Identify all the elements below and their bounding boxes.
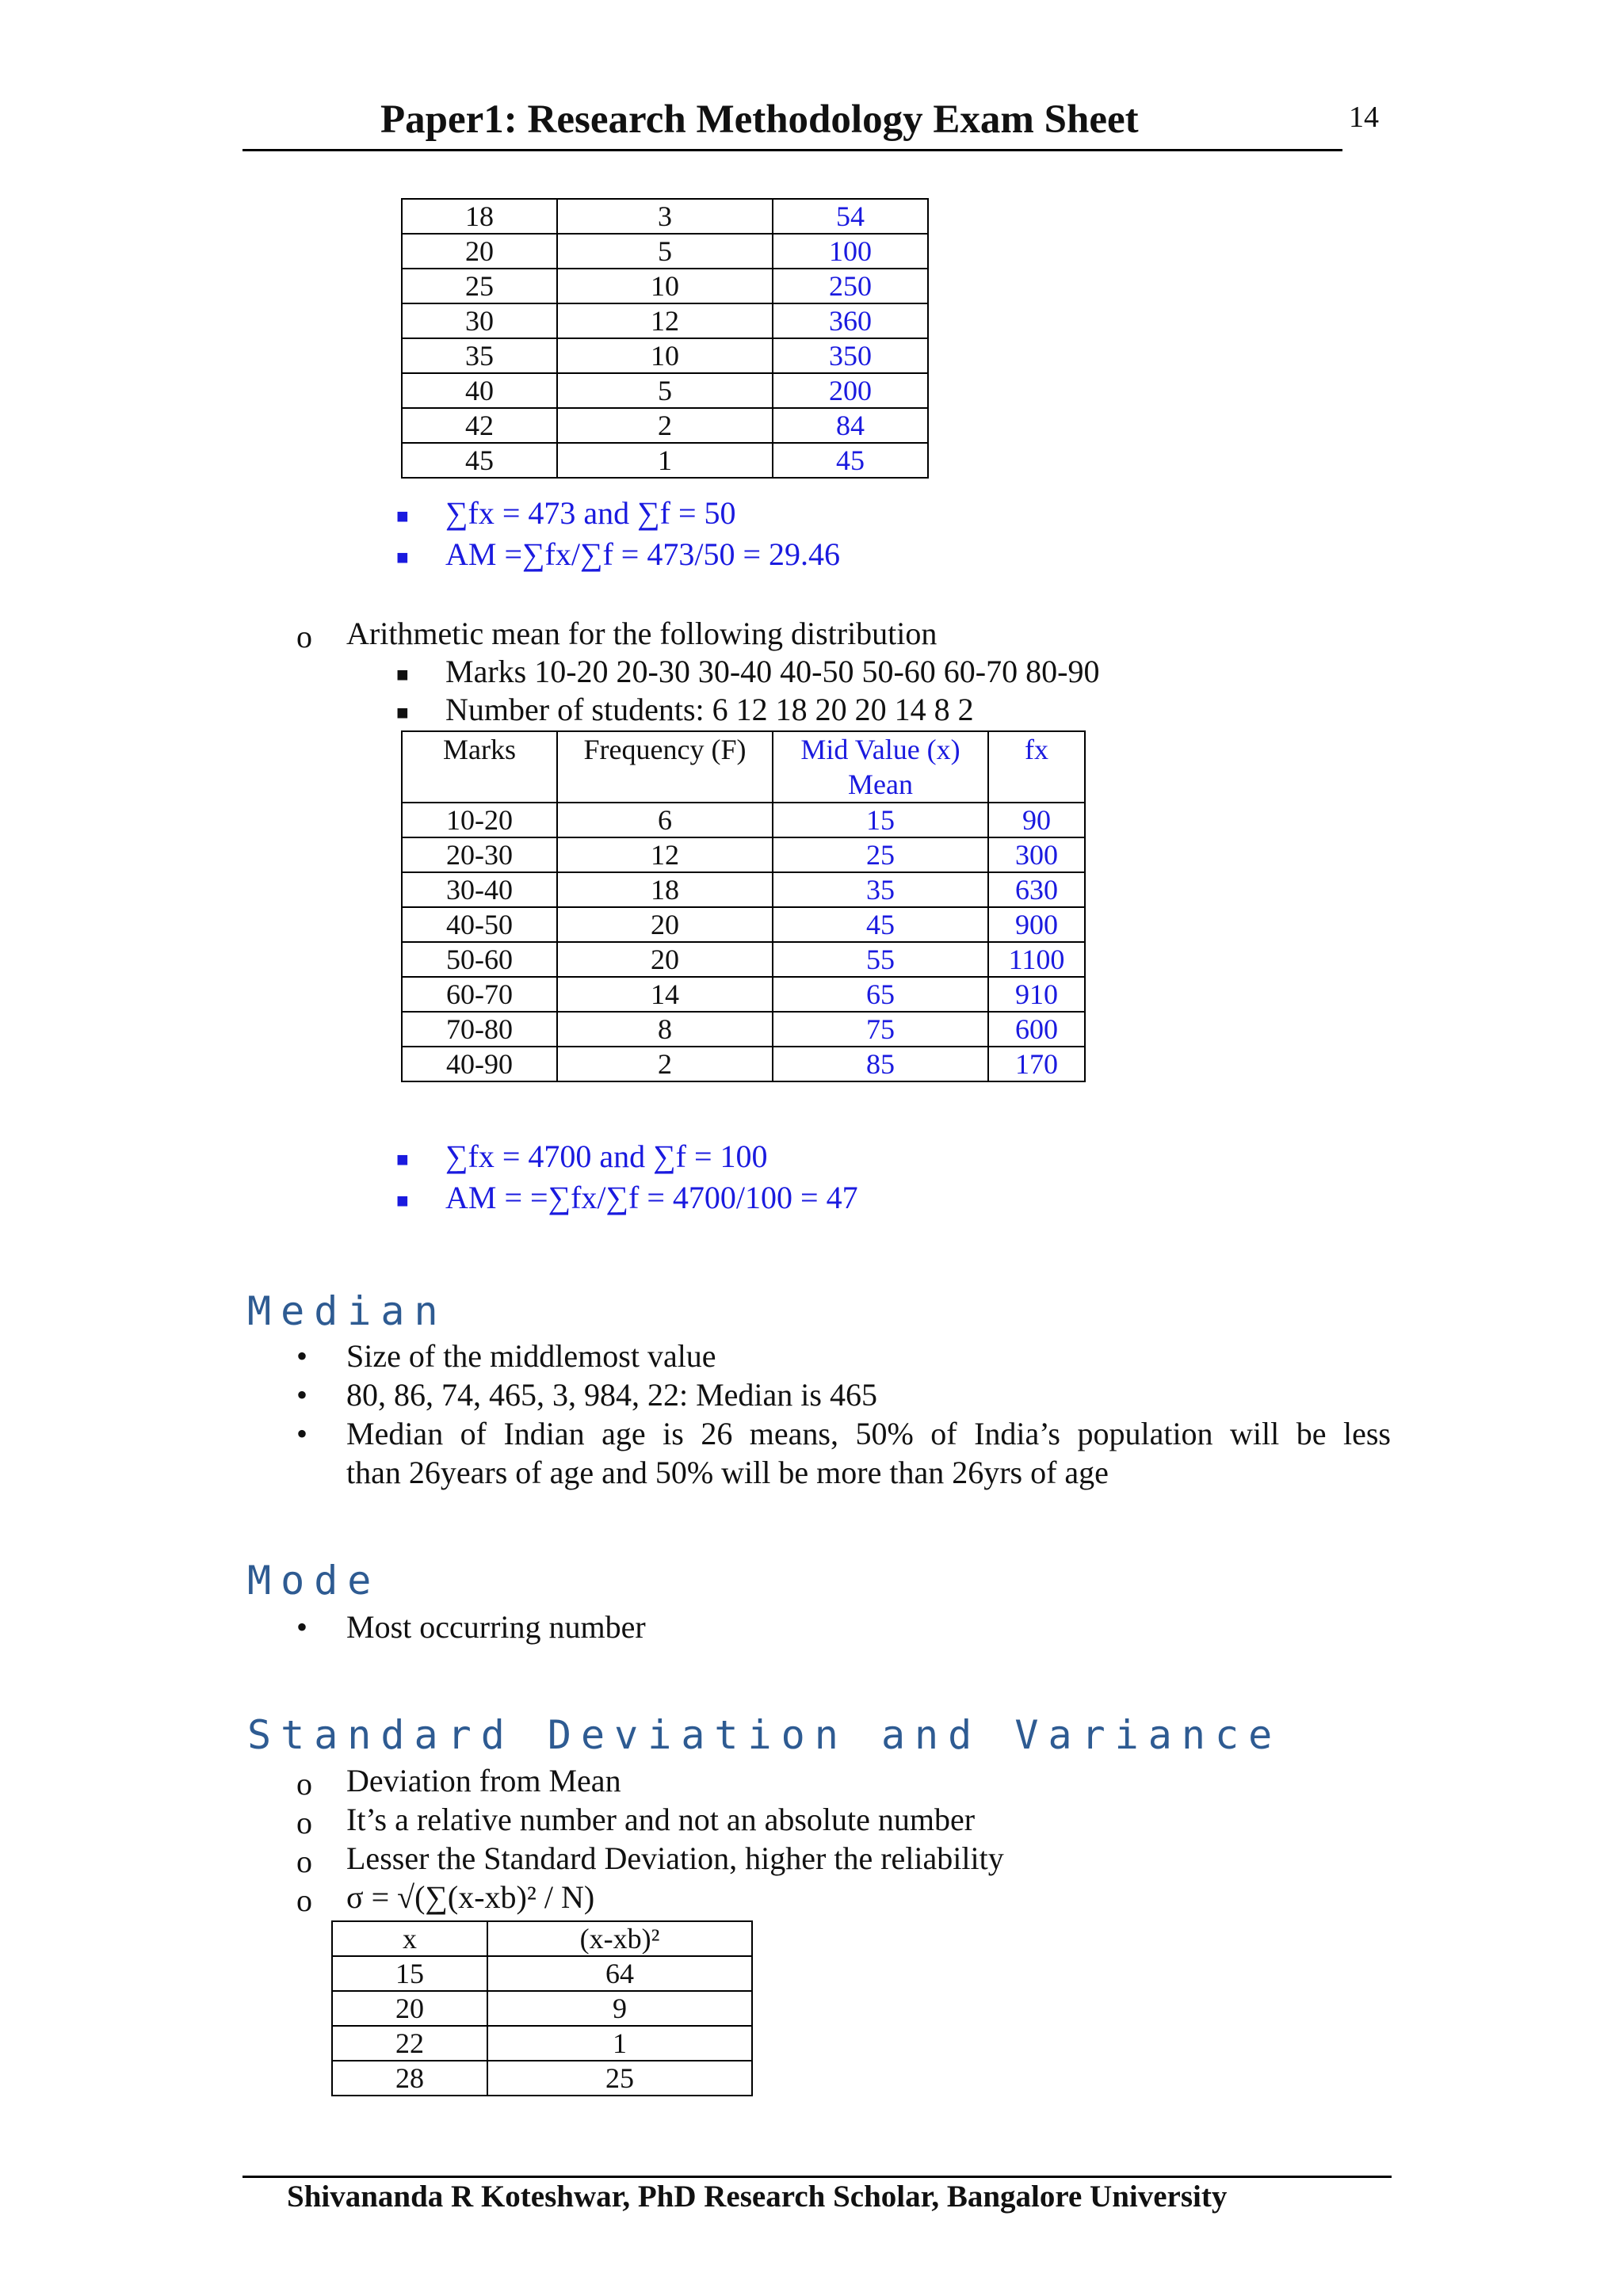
median-heading: Median <box>247 1288 448 1334</box>
table-row <box>402 408 928 443</box>
table-cell: 910 <box>988 977 1085 1012</box>
mode-heading: Mode <box>247 1558 381 1604</box>
square-bullet: ■ <box>396 546 409 569</box>
deviation-table <box>331 1920 753 2096</box>
table-cell: 900 <box>988 907 1085 942</box>
table-row <box>402 338 928 373</box>
table-cell: 90 <box>988 803 1085 837</box>
table-cell: 20-30 <box>402 837 557 872</box>
header-mid-value-label: Mid Value (x) <box>800 734 960 765</box>
circle-bullet: o <box>296 1766 312 1802</box>
table-row <box>402 1047 1085 1081</box>
table-cell: 45 <box>773 443 928 478</box>
table-row <box>332 2026 752 2061</box>
table-cell: 300 <box>988 837 1085 872</box>
table-cell: 14 <box>557 977 773 1012</box>
table-row <box>332 1956 752 1991</box>
table-row <box>402 269 928 303</box>
table-row <box>402 872 1085 907</box>
sum-line-2: ∑fx = 4700 and ∑f = 100 <box>445 1138 768 1174</box>
table-cell: 20 <box>557 907 773 942</box>
header-mean-label: Mean <box>848 769 913 800</box>
table-row <box>402 303 928 338</box>
square-bullet: ■ <box>396 505 409 528</box>
page-title: Paper1: Research Methodology Exam Sheet <box>380 97 1139 142</box>
sd-heading: Standard Deviation and Variance <box>247 1712 1282 1758</box>
table-cell: 3 <box>557 199 773 234</box>
table-cell: 10 <box>557 338 773 373</box>
square-bullet: ■ <box>396 1189 409 1212</box>
table-row <box>402 234 928 269</box>
header-rule <box>242 149 1342 151</box>
table-row <box>402 373 928 408</box>
table-cell: 55 <box>773 942 988 977</box>
am-line-2: AM = =∑fx/∑f = 4700/100 = 47 <box>445 1180 858 1215</box>
sd-item: Lesser the Standard Deviation, higher the reliability <box>346 1840 1004 1876</box>
median-item: Size of the middlemost value <box>346 1338 716 1374</box>
median-item: 80, 86, 74, 465, 3, 984, 22: Median is 465 <box>346 1377 877 1413</box>
table-cell: 25 <box>402 269 557 303</box>
dot-bullet: • <box>296 1416 308 1451</box>
table-cell: 25 <box>773 837 988 872</box>
table-cell: 42 <box>402 408 557 443</box>
table-cell: 8 <box>557 1012 773 1047</box>
table-cell: 2 <box>557 408 773 443</box>
table-cell: 1 <box>557 443 773 478</box>
table-row <box>402 803 1085 837</box>
table-cell: 75 <box>773 1012 988 1047</box>
table-cell: 85 <box>773 1047 988 1081</box>
table-cell: 70-80 <box>402 1012 557 1047</box>
am-bullet-text: Arithmetic mean for the following distribution <box>346 616 938 651</box>
header-frequency: Frequency (F) <box>557 731 773 803</box>
table-cell: 20 <box>402 234 557 269</box>
mode-item: Most occurring number <box>346 1609 646 1645</box>
table-cell: 20 <box>557 942 773 977</box>
table-row <box>402 977 1085 1012</box>
table-row <box>402 443 928 478</box>
header-deviation-squared: (x-xb)² <box>487 1921 752 1956</box>
table-cell: 360 <box>773 303 928 338</box>
table-cell: 12 <box>557 303 773 338</box>
table-cell: 30-40 <box>402 872 557 907</box>
am-line: AM =∑fx/∑f = 473/50 = 29.46 <box>445 536 841 572</box>
table-cell: 40-50 <box>402 907 557 942</box>
table-cell: 5 <box>557 373 773 408</box>
table-cell: 45 <box>402 443 557 478</box>
sd-item: Deviation from Mean <box>346 1763 621 1798</box>
table-row <box>402 942 1085 977</box>
table-cell: 40-90 <box>402 1047 557 1081</box>
table-row <box>402 199 928 234</box>
table-cell: 15 <box>773 803 988 837</box>
table-cell: 35 <box>773 872 988 907</box>
table-cell: 6 <box>557 803 773 837</box>
table-cell: 60-70 <box>402 977 557 1012</box>
footer-text: Shivananda R Koteshwar, PhD Research Scholar, Bangalore University <box>287 2180 1228 2214</box>
table-cell: 10-20 <box>402 803 557 837</box>
table-cell: 64 <box>487 1956 752 1991</box>
header-marks: Marks <box>402 731 557 803</box>
table-cell: 9 <box>487 1991 752 2026</box>
frequency-table-2 <box>401 730 1086 1082</box>
footer-rule <box>242 2176 1392 2178</box>
median-item-cont: than 26years of age and 50% will be more than 26yrs of age <box>346 1455 1109 1490</box>
dot-bullet: • <box>296 1609 308 1645</box>
table-cell: 630 <box>988 872 1085 907</box>
students-line: Number of students: 6 12 18 20 20 14 8 2 <box>445 692 974 727</box>
table-row <box>402 907 1085 942</box>
table-cell: 84 <box>773 408 928 443</box>
table-cell: 20 <box>332 1991 487 2026</box>
table-row <box>332 2061 752 2096</box>
circle-bullet: o <box>296 1805 312 1840</box>
table-cell: 350 <box>773 338 928 373</box>
marks-line: Marks 10-20 20-30 30-40 40-50 50-60 60-70 80-90 <box>445 654 1100 689</box>
table-row <box>402 837 1085 872</box>
table-cell: 2 <box>557 1047 773 1081</box>
table-cell: 18 <box>557 872 773 907</box>
header-x: x <box>332 1921 487 1956</box>
header-mid-value <box>773 731 988 803</box>
table-cell: 40 <box>402 373 557 408</box>
table-cell: 600 <box>988 1012 1085 1047</box>
table-cell: 65 <box>773 977 988 1012</box>
dot-bullet: • <box>296 1377 308 1413</box>
table-cell: 25 <box>487 2061 752 2096</box>
table-cell: 18 <box>402 199 557 234</box>
table-cell: 15 <box>332 1956 487 1991</box>
circle-bullet: o <box>296 1844 312 1879</box>
square-bullet: ■ <box>396 663 409 686</box>
sd-formula: σ = √(∑(x-xb)² / N) <box>346 1879 595 1915</box>
square-bullet: ■ <box>396 1148 409 1171</box>
median-item: Median of Indian age is 26 means, 50% of India’s population will be less <box>346 1416 1391 1451</box>
circle-bullet: o <box>296 1882 312 1918</box>
table-cell: 45 <box>773 907 988 942</box>
table-cell: 12 <box>557 837 773 872</box>
circle-bullet: o <box>296 619 312 654</box>
dot-bullet: • <box>296 1338 308 1374</box>
table-cell: 5 <box>557 234 773 269</box>
table-cell: 1 <box>487 2026 752 2061</box>
table-cell: 250 <box>773 269 928 303</box>
table-cell: 35 <box>402 338 557 373</box>
table-cell: 50-60 <box>402 942 557 977</box>
table-cell: 54 <box>773 199 928 234</box>
frequency-table-1 <box>401 198 929 479</box>
page-number: 14 <box>1349 101 1379 134</box>
sd-item: It’s a relative number and not an absolute number <box>346 1802 976 1837</box>
table-cell: 22 <box>332 2026 487 2061</box>
table-cell: 100 <box>773 234 928 269</box>
table-cell: 10 <box>557 269 773 303</box>
table-cell: 30 <box>402 303 557 338</box>
table-cell: 28 <box>332 2061 487 2096</box>
table-cell: 200 <box>773 373 928 408</box>
sum-line: ∑fx = 473 and ∑f = 50 <box>445 495 736 531</box>
table-cell: 170 <box>988 1047 1085 1081</box>
table-row <box>332 1991 752 2026</box>
table-row <box>402 1012 1085 1047</box>
table-cell: 1100 <box>988 942 1085 977</box>
header-fx: fx <box>988 731 1085 803</box>
square-bullet: ■ <box>396 701 409 724</box>
